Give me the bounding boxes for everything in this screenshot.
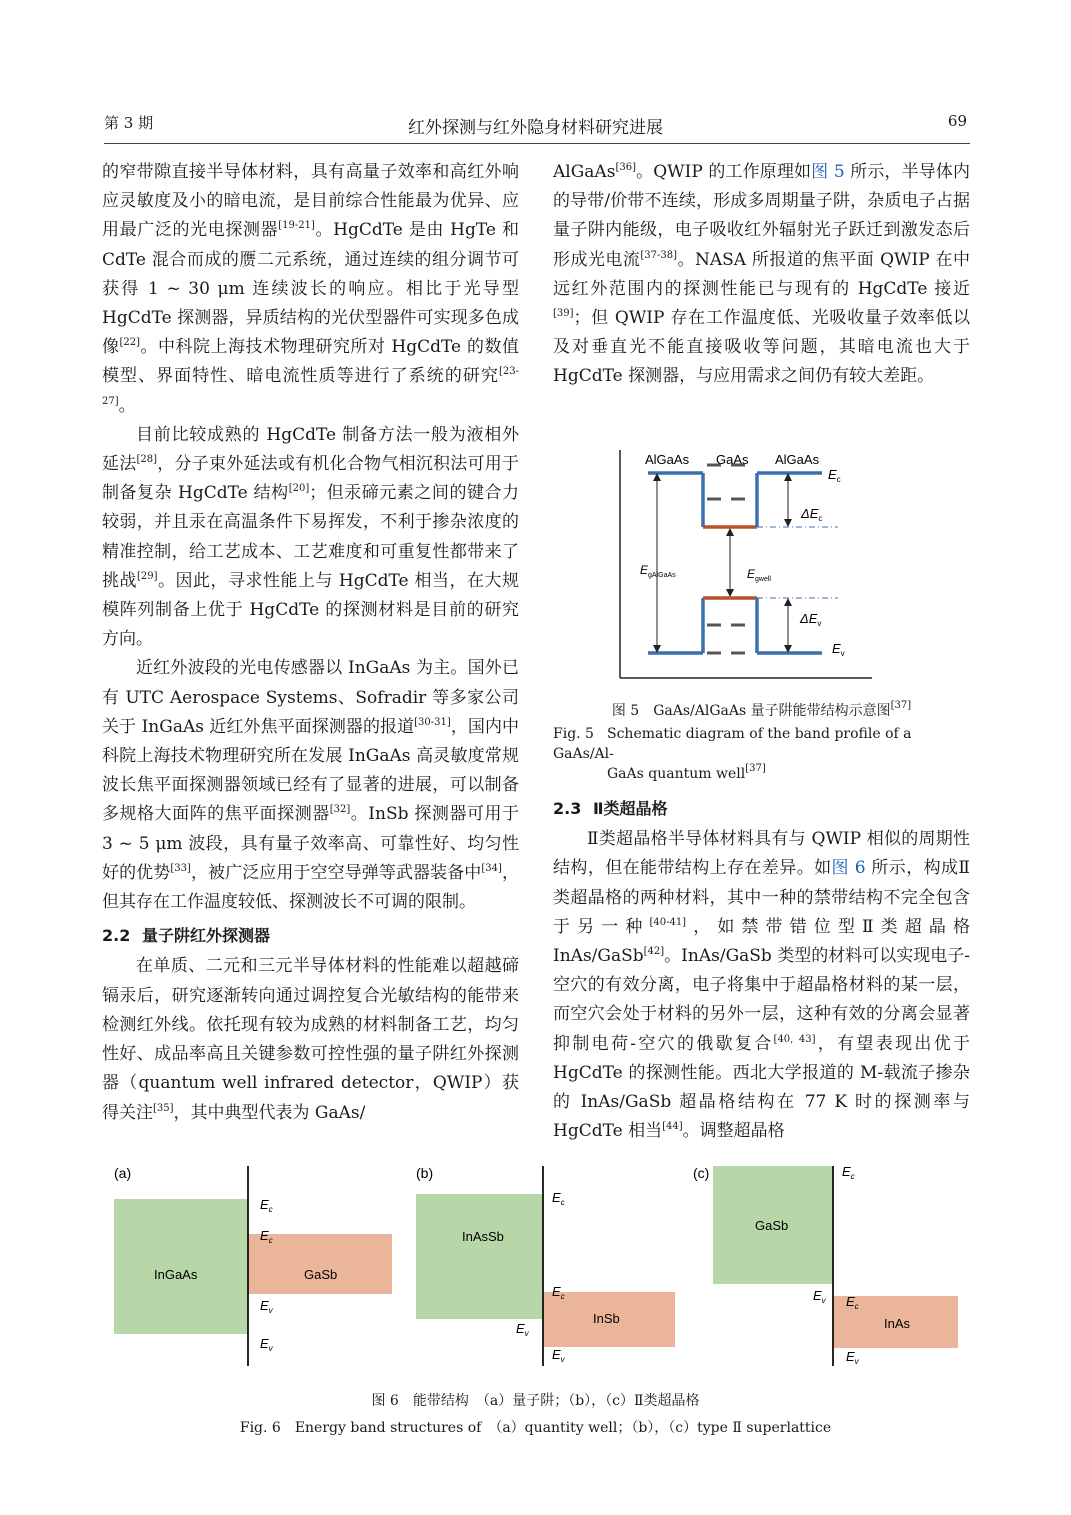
svg-text:Ec: $E_c$ xyxy=(846,1294,859,1311)
panel-a-tag: (a) xyxy=(114,1165,132,1181)
figure-5-caption-en: Fig. 5 Schematic diagram of the band profile of a GaAs/Al- GaAs quantum well[37] xyxy=(553,726,912,782)
running-title: 红外探测与红外隐身材料研究进展 xyxy=(408,118,663,138)
figure-6-caption-cn: 图 6 能带结构 （a）量子阱；（b），（c）Ⅱ类超晶格 xyxy=(371,1393,700,1409)
label-delta-ev: $\Delta E_v$ xyxy=(800,611,822,628)
label-ingaas: InGaAs xyxy=(154,1267,198,1282)
citation[interactable]: [42] xyxy=(643,946,665,958)
citation[interactable]: [28] xyxy=(136,454,158,466)
citation[interactable]: [29] xyxy=(137,570,158,582)
label-ec: $E_c$ xyxy=(828,467,841,484)
header-rule xyxy=(104,143,970,144)
citation[interactable]: [30-31] xyxy=(414,716,451,728)
right-column-continued xyxy=(553,792,970,1146)
label-gasb-a: GaSb xyxy=(304,1267,338,1282)
figure-6-caption-en: Fig. 6 Energy band structures of （a）quantity well；（b），（c）type Ⅱ superlattice xyxy=(239,1420,832,1436)
citation[interactable]: [40, 43] xyxy=(773,1033,816,1045)
section-heading-2-3: 2.3 Ⅱ类超晶格 xyxy=(553,799,668,818)
panel-b xyxy=(416,1165,675,1366)
figure-6-link[interactable]: 图 6 xyxy=(831,858,866,879)
citation[interactable]: [33] xyxy=(170,862,191,874)
label-eg-well: $E_{gwell}$ xyxy=(747,567,771,583)
panel-c-tag: (c) xyxy=(693,1165,710,1181)
label-gaas: GaAs xyxy=(716,452,749,467)
label-insb: InSb xyxy=(593,1311,620,1326)
paragraph-qwip-principle: AlGaAs[36]。QWIP 的工作原理如图 5 所示，半导体内的导带/价带不连续，形成多周期量子阱，杂质电子占据量子阱内能级，电子吸收红外辐射光子跃迁到激发态后形成光电流[37-38]。NASA 所报道的焦平面 QWIP 在中远红外范围内的探测性能已与现有的 HgCdTe 接近[39]；但 QWIP 存在工作温度低、光吸收量子效率低以及对垂直光不能直接吸收等问题，其暗电流也大于 HgCdTe 探测器，与应用需求之间仍有较大差距。 xyxy=(553,162,971,387)
paragraph-ingaas: 近红外波段的光电传感器以 InGaAs 为主。国外已有 UTC Aerospace Systems、Sofradir 等多家公司关于 InGaAs 近红外焦平面探测器的报道[30-31]，国内中科院上海技术物理研究所在发展 InGaAs 高灵敏度常规波长焦平面探测器领域已经有了显著的进展，可以制备多规格大面阵的焦平面探测器[32]。InSb 探测器可用于 3 ~ 5 μm 波段，具有量子效率高、可靠性好、均匀性好的优势[33]，被广泛应用于空空导弹等武器装备中[34]，但其存在工作温度较低、探测波长不可调的限制。 xyxy=(102,658,520,913)
left-column xyxy=(102,158,519,1128)
paragraph-qwip-intro: 在单质、二元和三元半导体材料的性能难以超越碲镉汞后，研究逐渐转向通过调控复合光敏结构的能带来检测红外线。依托现有较为成熟的材料制备工艺，均匀性好、成品率高且关键参数可控性强的量子阱红外探测器（quantum well infrared detector，QWIP）获得关注[35]，其中典型代表为 GaAs/ xyxy=(102,956,519,1123)
paragraph-superlattice: Ⅱ类超晶格半导体材料具有与 QWIP 相似的周期性结构，但在能带结构上存在差异。如图 6 所示，构成Ⅱ类超晶格的两种材料，其中一种的禁带结构不完全包含于另一种[40-41]，如禁带错位型Ⅱ类超晶格 InAs/GaSb[42]。InAs/GaSb 类型的材料可以实现电子-空穴的有效分离，电子将集中于超晶格材料的某一层，而空穴会处于材料的另外一层，这种有效的分离会显著抑制电荷-空穴的俄歇复合[40, 43]，有望表现出优于 HgCdTe 的探测性能。西北大学报道的 M-载流子掺杂的 InAs/GaSb 超晶格结构在 77 K 时的探测率与 HgCdTe 相当[44]。调整超晶格 xyxy=(553,829,971,1142)
svg-text:Ec: $E_c$ xyxy=(260,1228,273,1245)
page-number: 69 xyxy=(947,112,967,130)
label-gasb-c: GaSb xyxy=(755,1218,789,1233)
citation[interactable]: [22] xyxy=(119,337,141,349)
panel-c xyxy=(693,1164,958,1366)
panel-b-tag: (b) xyxy=(416,1165,434,1181)
svg-text:Ec: $E_c$ xyxy=(552,1190,565,1207)
label-inassb: InAsSb xyxy=(462,1229,504,1244)
svg-text:Ev: $E_v$ xyxy=(516,1321,529,1338)
section-heading-2-2: 2.2 量子阱红外探测器 xyxy=(102,926,271,946)
label-inas: InAs xyxy=(884,1316,911,1331)
svg-text:Ev: $E_v$ xyxy=(260,1298,273,1315)
figure-5-caption-cn: 图 5 GaAs/AlGaAs 量子阱能带结构示意图[37] xyxy=(611,700,912,719)
label-delta-ec: $\Delta E_c$ xyxy=(801,506,823,523)
label-eg-algaas: $E_{gAlGaAs}$ xyxy=(640,563,676,579)
citation[interactable]: [35] xyxy=(153,1102,174,1114)
label-algaas-right: AlGaAs xyxy=(775,452,820,467)
inassb-block xyxy=(416,1194,543,1319)
svg-text:Ev: $E_v$ xyxy=(552,1347,565,1364)
panel-a xyxy=(114,1165,392,1366)
citation[interactable]: [44] xyxy=(662,1121,683,1133)
citation[interactable]: [20] xyxy=(288,483,310,495)
dashed-levels-top xyxy=(707,465,753,499)
right-column xyxy=(553,158,970,392)
citation[interactable]: [40-41] xyxy=(649,916,687,928)
svg-text:Ev: $E_v$ xyxy=(813,1288,826,1305)
svg-text:Ev: $E_v$ xyxy=(260,1336,273,1353)
citation[interactable]: [34] xyxy=(481,862,502,874)
citation[interactable]: [36] xyxy=(615,162,636,173)
svg-text:Ev: $E_v$ xyxy=(846,1349,859,1366)
figure-5-band-diagram xyxy=(600,440,880,690)
citation[interactable]: [37-38] xyxy=(640,249,678,261)
dashed-levels-bottom xyxy=(707,625,753,653)
figure-5-link[interactable]: 图 5 xyxy=(811,162,845,182)
paragraph-hgcdte-prep: 目前比较成熟的 HgCdTe 制备方法一般为液相外延法[28]，分子束外延法或有机化合物气相沉积法可用于制备复杂 HgCdTe 结构[20]；但汞碲元素之间的键合力较弱，并且汞在高温条件下易挥发，不利于掺杂浓度的精准控制，给工艺成本、工艺难度和可重复性都带来了挑战[29]。因此，寻求性能上与 HgCdTe 相当，在大规模阵列制备上优于 HgCdTe 的探测材料是目前的研究方向。 xyxy=(102,424,520,650)
issue-number: 第 3 期 xyxy=(104,114,154,132)
svg-text:Ec: $E_c$ xyxy=(260,1197,273,1214)
label-algaas-left: AlGaAs xyxy=(645,452,690,467)
paragraph-hgcdte-intro: 的窄带隙直接半导体材料，具有高量子效率和高红外响应灵敏度及小的暗电流，是目前综合性能最为优异、应用最广泛的光电探测器[19-21]。HgCdTe 是由 HgTe 和 CdTe 混合而成的赝二元系统，通过连续的组分调节可获得 1 ~ 30 μm 连续波长的响应。相比于光导型 HgCdTe 探测器，异质结构的光伏型器件可实现多色成像[22]。中科院上海技术物理研究所对 HgCdTe 的数值模型、界面特性、暗电流性质等进行了系统的研究[23-27]。 xyxy=(102,162,519,416)
svg-text:Ec: $E_c$ xyxy=(552,1284,565,1301)
citation[interactable]: [19-21] xyxy=(278,220,315,232)
citation[interactable]: [32] xyxy=(329,804,351,816)
citation[interactable]: [23-27] xyxy=(102,366,519,407)
label-ev: $E_v$ xyxy=(832,641,845,658)
svg-text:Ec: $E_c$ xyxy=(842,1164,855,1181)
citation[interactable]: [39] xyxy=(553,308,574,320)
figure-6-band-structures xyxy=(100,1158,980,1373)
